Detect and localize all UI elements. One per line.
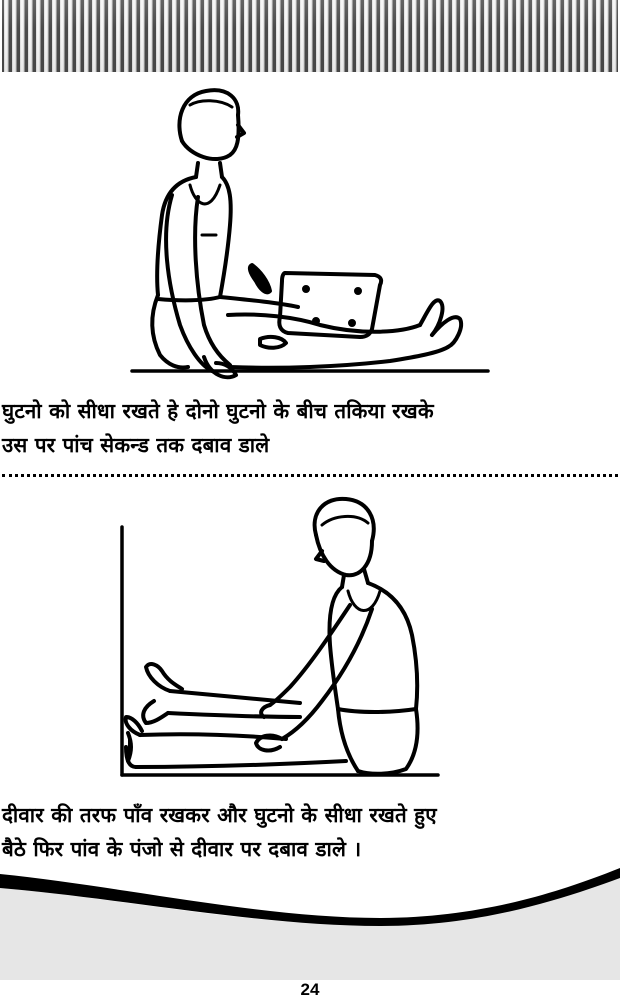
exercise1-caption-line2: उस पर पांच सेकन्ड तक दबाव डाले: [2, 433, 270, 457]
exercise2-caption-line1: दीवार की तरफ पाँव रखकर और घुटनो के सीधा रखते हुए: [2, 803, 437, 827]
dotted-divider: [2, 474, 618, 477]
wall-press-illustration: [110, 495, 450, 785]
header-striped-band: [2, 0, 618, 72]
exercise2-caption: [2, 798, 618, 866]
page-number: 24: [300, 980, 320, 999]
pillow-squeeze-illustration: [120, 85, 500, 390]
exercise2-caption-line2: बैठे फिर पांव के पंजो से दीवार पर दबाव डाले ।: [2, 837, 362, 861]
exercise1-caption: [2, 394, 618, 462]
exercise1-caption-line1: घुटनो को सीधा रखते हे दोनो घुटनो के बीच तकिया रखके: [2, 399, 434, 423]
footer-wave-band: [0, 868, 620, 980]
